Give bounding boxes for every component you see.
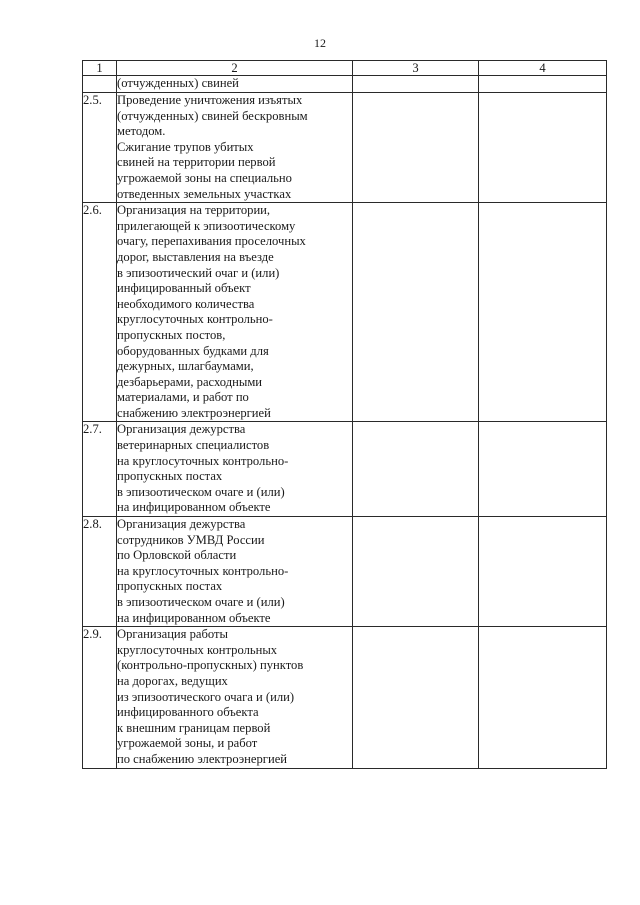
row-text-line: пропускных постов, (117, 327, 226, 342)
table-row-continuation (83, 76, 607, 93)
row-number-cell: 2.6. (83, 203, 117, 422)
row-text-line: снабжению электроэнергией (117, 405, 271, 420)
page-number: 12 (314, 36, 326, 50)
table-body (83, 61, 607, 769)
row-text-line: круглосуточных контрольных (117, 642, 278, 657)
row-text-line: дорог, выставления на въезде (117, 249, 274, 264)
row-col3-cell (353, 517, 479, 627)
row-text-line: ветеринарных специалистов (117, 438, 270, 453)
row-description-cell (117, 76, 353, 93)
row-text-line: материалами, и работ по (117, 390, 249, 405)
row-number-cell: 2.9. (83, 627, 117, 768)
row-description-cell (117, 93, 353, 203)
row-col4-cell (479, 422, 607, 517)
row-text-line: свиней на территории первой (117, 155, 276, 170)
row-text-line: Сжигание трупов убитых (117, 139, 254, 154)
row-text-line: в эпизоотический очаг и (или) (117, 265, 280, 280)
row-text-line: методом. (117, 124, 166, 139)
row-text-line: необходимого количества (117, 296, 255, 311)
column-header-4: 4 (479, 61, 607, 76)
row-text-line: Организация дежурства (117, 422, 246, 437)
column-header-1: 1 (83, 61, 117, 76)
row-text-line: на круглосуточных контрольно- (117, 563, 289, 578)
row-text-line: Организация дежурства (117, 517, 246, 532)
row-col4-cell (479, 517, 607, 627)
row-text-line: пропускных постах (117, 469, 223, 484)
row-col4-cell (479, 627, 607, 768)
row-text-line: (отчужденных) свиней (117, 76, 239, 90)
row-text-line: инфицированный объект (117, 281, 251, 296)
row-text-line: в эпизоотическом очаге и (или) (117, 484, 285, 499)
table-row (83, 203, 607, 422)
row-text-line: из эпизоотического очага и (или) (117, 689, 295, 704)
row-col3-cell (353, 76, 479, 93)
table-row (83, 517, 607, 627)
column-header-2: 2 (117, 61, 353, 76)
row-text-line: оборудованных будками для (117, 343, 269, 358)
column-header-3: 3 (353, 61, 479, 76)
row-text-line: Проведение уничтожения изъятых (117, 93, 303, 107)
table-row (83, 627, 607, 768)
row-text-line: инфицированного объекта (117, 705, 259, 720)
row-text-line: угрожаемой зоны, и работ (117, 736, 258, 751)
row-col4-cell (479, 93, 607, 203)
row-text-line: на инфицированном объекте (117, 500, 271, 515)
row-text-line: Организация на территории, (117, 203, 271, 218)
row-description-cell (117, 203, 353, 422)
row-text-line: круглосуточных контрольно- (117, 312, 273, 327)
row-number-cell (83, 76, 117, 93)
row-number-cell: 2.8. (83, 517, 117, 627)
row-text-line: прилегающей к эпизоотическому (117, 218, 296, 233)
row-text-line: по снабжению электроэнергией (117, 751, 288, 766)
row-col3-cell (353, 627, 479, 768)
row-text-line: на круглосуточных контрольно- (117, 453, 289, 468)
row-col4-cell (479, 76, 607, 93)
table-header-row (83, 61, 607, 76)
row-text-line: к внешним границам первой (117, 720, 271, 735)
row-text-line: дежурных, шлагбаумами, (117, 359, 254, 374)
row-number-cell: 2.5. (83, 93, 117, 203)
row-description-cell (117, 627, 353, 768)
row-text-line: (отчужденных) свиней бескровным (117, 108, 308, 123)
row-description-cell (117, 517, 353, 627)
row-text-line: Организация работы (117, 627, 229, 642)
measures-table (82, 60, 607, 769)
row-col4-cell (479, 203, 607, 422)
table-row (83, 93, 607, 203)
row-text-line: на инфицированном объекте (117, 610, 271, 625)
row-text-line: пропускных постах (117, 579, 223, 594)
row-text-line: (контрольно-пропускных) пунктов (117, 658, 304, 673)
row-text-line: в эпизоотическом очаге и (или) (117, 595, 285, 609)
row-col3-cell (353, 93, 479, 203)
row-text-line: по Орловской области (117, 548, 237, 563)
row-text-line: сотрудников УМВД России (117, 532, 265, 547)
row-description-cell (117, 422, 353, 517)
table-row (83, 422, 607, 517)
row-col3-cell (353, 203, 479, 422)
row-text-line: угрожаемой зоны на специально (117, 170, 292, 185)
row-col3-cell (353, 422, 479, 517)
row-text-line: на дорогах, ведущих (117, 673, 228, 688)
row-text-line: очагу, перепахивания проселочных (117, 234, 306, 249)
row-text-line: дезбарьерами, расходными (117, 374, 263, 389)
row-number-cell: 2.7. (83, 422, 117, 517)
row-text-line: отведенных земельных участках (117, 186, 292, 201)
